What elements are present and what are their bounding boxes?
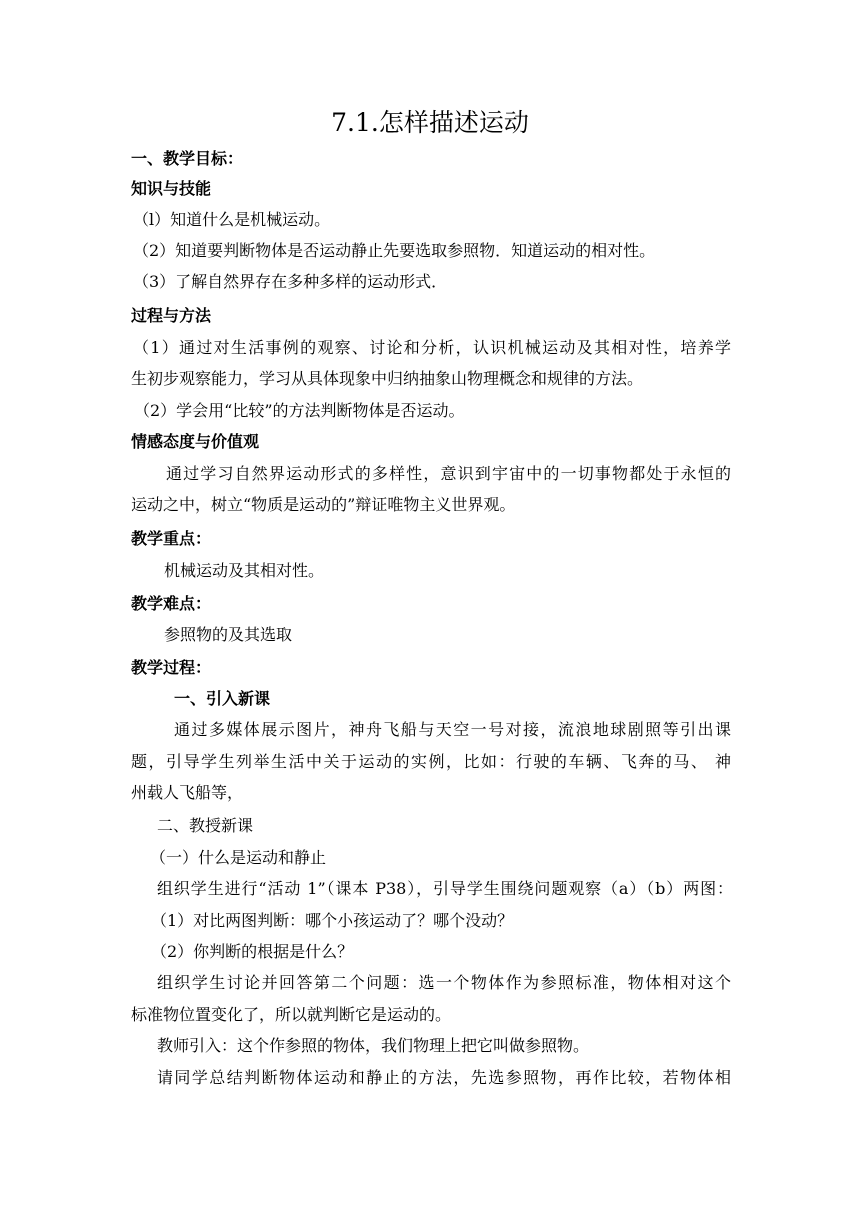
question-2: （2）你判断的根据是什么？ (151, 942, 354, 961)
subheading-process-methods: 过程与方法 (131, 306, 212, 325)
heading-difficulties: 教学难点： (131, 594, 212, 613)
step-heading-introduction: 一、引入新课 (174, 689, 271, 708)
introduction-paragraph-line-3: 州载人飞船等， (131, 783, 244, 802)
introduction-paragraph-line-1: 通过多媒体展示图片，神舟飞船与天空一号对接，流浪地球剧照等引出课 (174, 720, 731, 739)
summary-paragraph-line-1: 请同学总结判断物体运动和静止的方法，先选参照物，再作比较，若物体相 (157, 1068, 731, 1087)
step-heading-new-lesson: 二、教授新课 (157, 816, 254, 835)
attitudes-paragraph-line-2: 运动之中，树立“物质是运动的”辩证唯物主义世界观。 (131, 495, 516, 514)
question-1: （1）对比两图判断：哪个小孩运动了？哪个没动？ (151, 911, 514, 930)
difficulties-text: 参照物的及其选取 (164, 625, 293, 644)
discussion-paragraph-line-1: 组织学生讨论并回答第二个问题：选一个物体作为参照标准，物体相对这个 (157, 973, 731, 992)
document-title: 7.1.怎样描述运动 (331, 108, 529, 137)
process-item-2: （2）学会用“比较”的方法判断物体是否运动。 (134, 401, 465, 420)
attitudes-paragraph-line-1: 通过学习自然界运动形式的多样性，意识到宇宙中的一切事物都处于永恒的 (166, 464, 731, 483)
section-heading-objectives: 一、教学目标： (131, 149, 244, 168)
activity-paragraph-line: 组织学生进行“活动 1”（课本 P38），引导学生围绕问题观察（a）（b）两图： (157, 879, 733, 898)
objective-item-3: （3）了解自然界存在多种多样的运动形式． (133, 272, 448, 291)
objective-item-1: （l）知道什么是机械运动。 (133, 210, 331, 229)
heading-key-points: 教学重点： (131, 529, 212, 548)
subheading-knowledge-skills: 知识与技能 (131, 179, 212, 198)
heading-teaching-process: 教学过程： (131, 658, 212, 677)
objective-item-2: （2）知道要判断物体是否运动静止先要选取参照物．知道运动的相对性。 (133, 241, 656, 260)
process-item-1-line-2: 生初步观察能力，学习从具体现象中归纳抽象山物理概念和规律的方法。 (131, 369, 644, 388)
discussion-paragraph-line-2: 标准物位置变化了，所以就判断它是运动的。 (131, 1005, 452, 1024)
key-points-text: 机械运动及其相对性。 (164, 561, 325, 580)
subsection-motion-rest: （一）什么是运动和静止 (150, 848, 327, 867)
process-item-1-line-1: （1）通过对生活事例的观察、讨论和分析，认识机械运动及其相对性，培养学 (133, 338, 731, 357)
introduction-paragraph-line-2: 题，引导学生列举生活中关于运动的实例，比如：行驶的车辆、飞奔的马、 神 (131, 752, 731, 771)
subheading-attitudes-values: 情感态度与价值观 (131, 432, 260, 451)
teacher-intro-text: 教师引入：这个作参照的物体，我们物理上把它叫做参照物。 (157, 1036, 590, 1055)
